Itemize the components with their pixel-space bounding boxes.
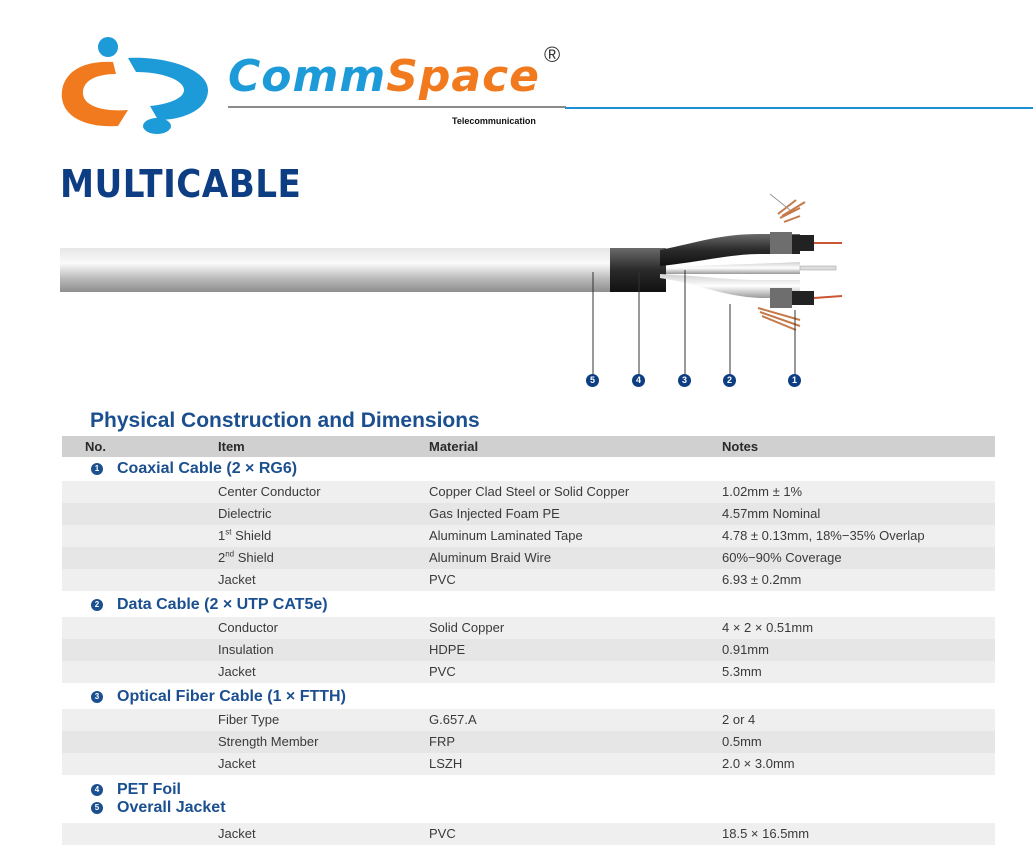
cell-material: PVC bbox=[429, 664, 456, 679]
group-title: Overall Jacket bbox=[117, 799, 226, 816]
item-sup: nd bbox=[225, 549, 235, 559]
cell-notes: 60%−90% Coverage bbox=[722, 550, 842, 565]
header-no: No. bbox=[85, 439, 106, 454]
cell-item: Center Conductor bbox=[218, 484, 321, 499]
group-title: Data Cable (2 × UTP CAT5e) bbox=[117, 596, 328, 613]
cell-material: LSZH bbox=[429, 756, 463, 771]
cell-item: Jacket bbox=[218, 664, 256, 679]
cell-notes: 0.5mm bbox=[722, 734, 762, 749]
cell-material: Solid Copper bbox=[429, 620, 505, 635]
cell-material: HDPE bbox=[429, 642, 466, 657]
header-notes: Notes bbox=[722, 439, 759, 454]
callout-2: 2 bbox=[723, 374, 736, 387]
registered-mark: ® bbox=[544, 42, 561, 67]
cell-notes: 6.93 ± 0.2mm bbox=[722, 572, 802, 587]
cell-item bbox=[218, 547, 274, 569]
table-row bbox=[62, 709, 995, 731]
cell-notes: 1.02mm ± 1% bbox=[722, 484, 803, 499]
brand-tagline: Telecommunication bbox=[452, 116, 536, 126]
group-title: Optical Fiber Cable (1 × FTTH) bbox=[117, 688, 346, 705]
cell-notes: 2.0 × 3.0mm bbox=[722, 756, 795, 771]
table-row bbox=[62, 753, 995, 775]
cell-material: PVC bbox=[429, 826, 456, 841]
callout-5: 5 bbox=[586, 374, 599, 387]
logo-underline bbox=[228, 106, 566, 108]
table-row bbox=[62, 569, 995, 591]
cell-material: G.657.A bbox=[429, 712, 477, 727]
table-row bbox=[62, 617, 995, 639]
cell-item: Strength Member bbox=[218, 734, 319, 749]
cell-material: Copper Clad Steel or Solid Copper bbox=[429, 484, 630, 499]
item-sup: st bbox=[225, 527, 232, 537]
table-row bbox=[62, 503, 995, 525]
brand-wordmark bbox=[228, 50, 540, 104]
cell-item: Fiber Type bbox=[218, 712, 280, 727]
callout-3: 3 bbox=[678, 374, 691, 387]
table-row bbox=[62, 525, 995, 547]
cell-material: PVC bbox=[429, 572, 456, 587]
cell-notes: 0.91mm bbox=[722, 642, 769, 657]
item-prefix: 1 bbox=[218, 528, 226, 543]
cell-notes: 4 × 2 × 0.51mm bbox=[722, 620, 814, 635]
cell-notes: 5.3mm bbox=[722, 664, 762, 679]
item-rest: Shield bbox=[231, 528, 272, 543]
group-coaxial bbox=[62, 457, 995, 481]
cell-item: Jacket bbox=[218, 826, 256, 841]
item-prefix: 2 bbox=[218, 550, 226, 565]
group-number: 2 bbox=[91, 599, 103, 611]
group-number: 3 bbox=[91, 691, 103, 703]
cell-item: Conductor bbox=[218, 620, 278, 635]
page-title: MULTICABLE bbox=[60, 162, 302, 206]
commspace-logo-mark-icon bbox=[58, 36, 218, 136]
table-row bbox=[62, 731, 995, 753]
callout-1: 1 bbox=[788, 374, 801, 387]
callout-4: 4 bbox=[632, 374, 645, 387]
cell-item: Jacket bbox=[218, 756, 256, 771]
cell-notes: 2 or 4 bbox=[722, 712, 756, 727]
group-number: 4 bbox=[91, 784, 103, 796]
cable-illustration bbox=[0, 180, 1033, 390]
table-header bbox=[62, 436, 995, 457]
header-item: Item bbox=[218, 439, 245, 454]
cell-item: Jacket bbox=[218, 572, 256, 587]
table-row bbox=[62, 547, 995, 569]
cell-item bbox=[218, 525, 271, 547]
group-overall-jacket bbox=[62, 799, 995, 817]
construction-table bbox=[62, 436, 995, 845]
cell-item: Dielectric bbox=[218, 506, 272, 521]
cell-item: Insulation bbox=[218, 642, 274, 657]
brand-name-part1: Comm bbox=[228, 51, 387, 102]
header-material: Material bbox=[429, 439, 479, 454]
group-number: 1 bbox=[91, 463, 103, 475]
cell-material: Aluminum Braid Wire bbox=[429, 550, 552, 565]
cell-material: Aluminum Laminated Tape bbox=[429, 528, 583, 543]
cell-notes: 18.5 × 16.5mm bbox=[722, 826, 810, 841]
cell-notes: 4.57mm Nominal bbox=[722, 506, 821, 521]
group-number: 5 bbox=[91, 802, 103, 814]
brand-name-part2: Space bbox=[386, 51, 541, 102]
cell-material: FRP bbox=[429, 734, 455, 749]
group-pet-foil bbox=[62, 781, 995, 799]
brand-logo bbox=[58, 36, 568, 136]
section-title: Physical Construction and Dimensions bbox=[90, 409, 480, 432]
cell-material: Gas Injected Foam PE bbox=[429, 506, 560, 521]
cell-notes: 4.78 ± 0.13mm, 18%−35% Overlap bbox=[722, 528, 925, 543]
table-row bbox=[62, 639, 995, 661]
group-title: PET Foil bbox=[117, 781, 181, 798]
group-title: Coaxial Cable (2 × RG6) bbox=[117, 460, 298, 477]
table-row bbox=[62, 661, 995, 683]
group-data-cable bbox=[62, 593, 995, 617]
header-rule bbox=[565, 107, 1033, 109]
item-rest: Shield bbox=[234, 550, 274, 565]
group-optical-fiber bbox=[62, 685, 995, 709]
table-row bbox=[62, 823, 995, 845]
table-row bbox=[62, 481, 995, 503]
